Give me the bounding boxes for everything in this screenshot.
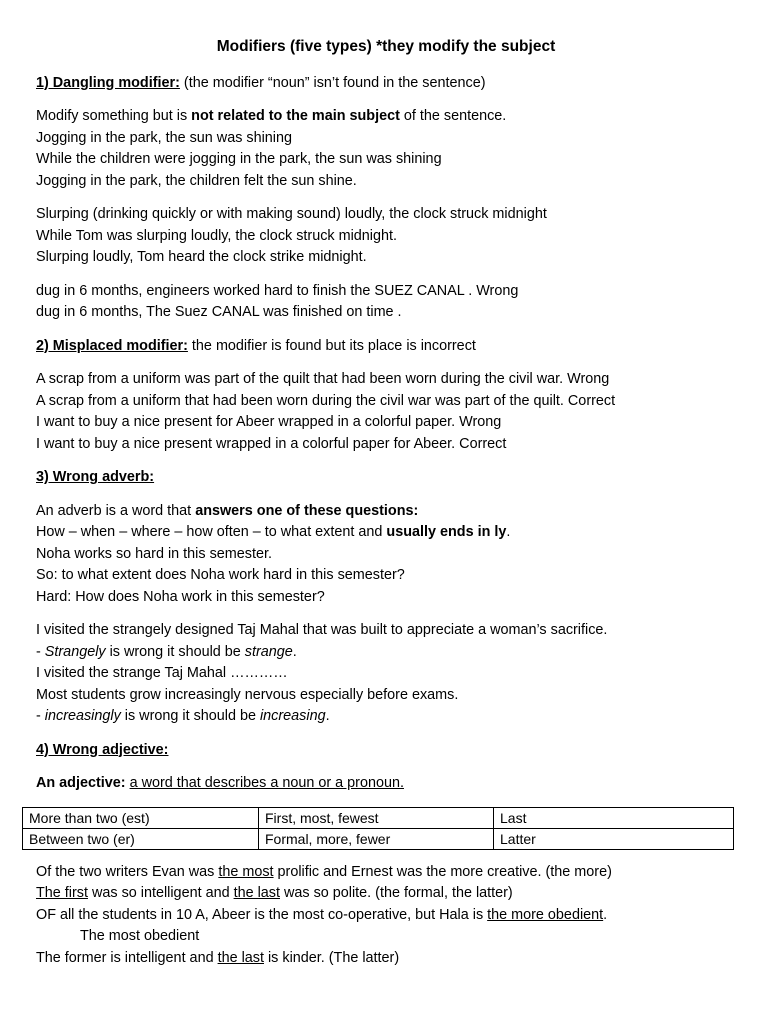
section-heading-label: 3) Wrong adverb: xyxy=(36,469,155,485)
text-line: While Tom was slurping loudly, the clock struck midnight. xyxy=(36,227,397,244)
text-run: Of the two writers Evan was xyxy=(36,863,219,880)
section-misplaced-heading xyxy=(36,336,736,358)
text-line: While the children were jogging in the park, the sun was shining xyxy=(36,151,442,167)
text-line xyxy=(36,706,736,728)
text-run: is kinder. (The latter) xyxy=(263,949,400,966)
text-line: Jogging in the park, the sun was shining xyxy=(36,129,292,146)
text-line: So: to what extent does Noha work hard in this semester? xyxy=(36,567,405,583)
text-line: dug in 6 months, engineers worked hard to finish the SUEZ CANAL . Wrong xyxy=(36,282,519,299)
text-line: dug in 6 months, The Suez CANAL was finished on time . xyxy=(36,304,402,320)
text-run: How – when – where – how often – to what extent and xyxy=(36,524,387,540)
text-line xyxy=(36,948,736,970)
text-line xyxy=(36,905,736,927)
text-line: I visited the strange Taj Mahal ………… xyxy=(36,665,288,681)
dangling-paragraph-1 xyxy=(36,106,736,192)
text-line: Most students grow increasingly nervous especially before exams. xyxy=(36,686,459,703)
text-run: was so polite. (the formal, the latter) xyxy=(279,885,513,901)
italic-run: strange xyxy=(244,643,293,660)
text-run: . xyxy=(292,643,297,660)
bold-run: An adjective: xyxy=(36,775,126,791)
bold-run: : xyxy=(413,502,419,519)
bold-run: answers one of these questions xyxy=(195,502,414,519)
text-run: The former is intelligent and xyxy=(36,949,218,966)
text-run: . xyxy=(325,708,330,724)
text-line xyxy=(36,501,736,523)
text-run: of the sentence. xyxy=(399,108,507,124)
text-line: Slurping (drinking quickly or with making sound) loudly, the clock struck midnight xyxy=(36,206,547,222)
underlined-run: the last xyxy=(217,949,264,966)
text-run: is wrong it should be xyxy=(105,643,245,660)
bold-run: usually ends in ly xyxy=(386,524,507,540)
section-heading-desc: (the modifier “noun” isn’t found in the sentence) xyxy=(179,74,486,91)
adjective-examples xyxy=(36,862,736,970)
underlined-run: the last xyxy=(233,885,280,901)
adjective-definition xyxy=(36,773,736,795)
text-run: prolific and Ernest was the more creative. (the more) xyxy=(273,863,612,880)
text-line: The most obedient xyxy=(80,928,200,944)
text-line: Noha works so hard in this semester. xyxy=(36,545,272,562)
text-line xyxy=(36,642,736,664)
section-dangling-heading xyxy=(36,73,736,95)
text-line: I visited the strangely designed Taj Mahal that was built to appreciate a woman’s sacrifice. xyxy=(36,622,608,638)
section-adverb-heading xyxy=(36,467,736,489)
text-line: I want to buy a nice present for Abeer wrapped in a colorful paper. Wrong xyxy=(36,414,502,430)
text-line xyxy=(36,522,736,544)
text-line: Hard: How does Noha work in this semester? xyxy=(36,588,325,605)
dangling-paragraph-2 xyxy=(36,204,736,269)
text-run: OF all the students in 10 A, Abeer is the most co-operative, but Hala is xyxy=(36,906,488,923)
table-cell: More than two (est) xyxy=(23,807,259,828)
table-cell: Formal, more, fewer xyxy=(259,828,494,849)
text-line xyxy=(36,862,736,884)
italic-run: increasing xyxy=(259,708,326,724)
italic-run: Strangely xyxy=(44,643,106,660)
text-line: I want to buy a nice present wrapped in a colorful paper for Abeer. Correct xyxy=(36,435,507,452)
underlined-run: the more obedient xyxy=(487,906,604,923)
text-run: was so intelligent and xyxy=(87,885,234,901)
text-line: Jogging in the park, the children felt the sun shine. xyxy=(36,172,357,189)
italic-run: increasingly xyxy=(44,708,121,724)
table-cell: Latter xyxy=(494,828,734,849)
section-heading-desc: the modifier is found but its place is incorrect xyxy=(187,337,476,354)
text-line: A scrap from a uniform was part of the quilt that had been worn during the civil war. Wrong xyxy=(36,371,610,387)
table-row xyxy=(23,807,734,828)
text-line: Slurping loudly, Tom heard the clock strike midnight. xyxy=(36,249,367,265)
table-cell: Between two (er) xyxy=(23,828,259,849)
misplaced-paragraph xyxy=(36,369,736,455)
section-heading-label: 2) Misplaced modifier: xyxy=(36,337,188,354)
adverb-paragraph-2 xyxy=(36,620,736,728)
section-heading-label: 4) Wrong adjective: xyxy=(36,741,169,758)
bold-run: not related to the main subject xyxy=(191,108,400,124)
text-run: . xyxy=(603,906,608,923)
underlined-run: The first xyxy=(36,885,88,901)
text-run: . xyxy=(506,524,511,540)
document-page xyxy=(29,30,736,981)
section-heading-label: 1) Dangling modifier: xyxy=(36,74,180,91)
table-cell: Last xyxy=(494,807,734,828)
dangling-paragraph-3 xyxy=(36,281,736,324)
text-run: - xyxy=(36,708,45,724)
section-adjective-heading xyxy=(36,740,736,762)
adverb-paragraph-1 xyxy=(36,501,736,609)
text-line xyxy=(36,773,736,795)
underlined-run: the most xyxy=(218,863,274,880)
text-run: is wrong it should be xyxy=(120,708,260,724)
text-line: A scrap from a uniform that had been worn during the civil war was part of the quilt. Correct xyxy=(36,392,616,409)
table-row xyxy=(23,828,734,849)
text-run: An adverb is a word that xyxy=(36,502,196,519)
adjective-comparison-table xyxy=(22,807,734,850)
page-title: Modifiers (five types) *they modify the subject xyxy=(216,38,556,55)
underlined-run: a word that describes a noun or a pronoun. xyxy=(129,775,404,791)
text-run: - xyxy=(36,643,45,660)
text-line xyxy=(36,883,736,905)
table-cell: First, most, fewest xyxy=(259,807,494,828)
text-line xyxy=(36,106,736,128)
text-run: Modify something but is xyxy=(36,108,192,124)
